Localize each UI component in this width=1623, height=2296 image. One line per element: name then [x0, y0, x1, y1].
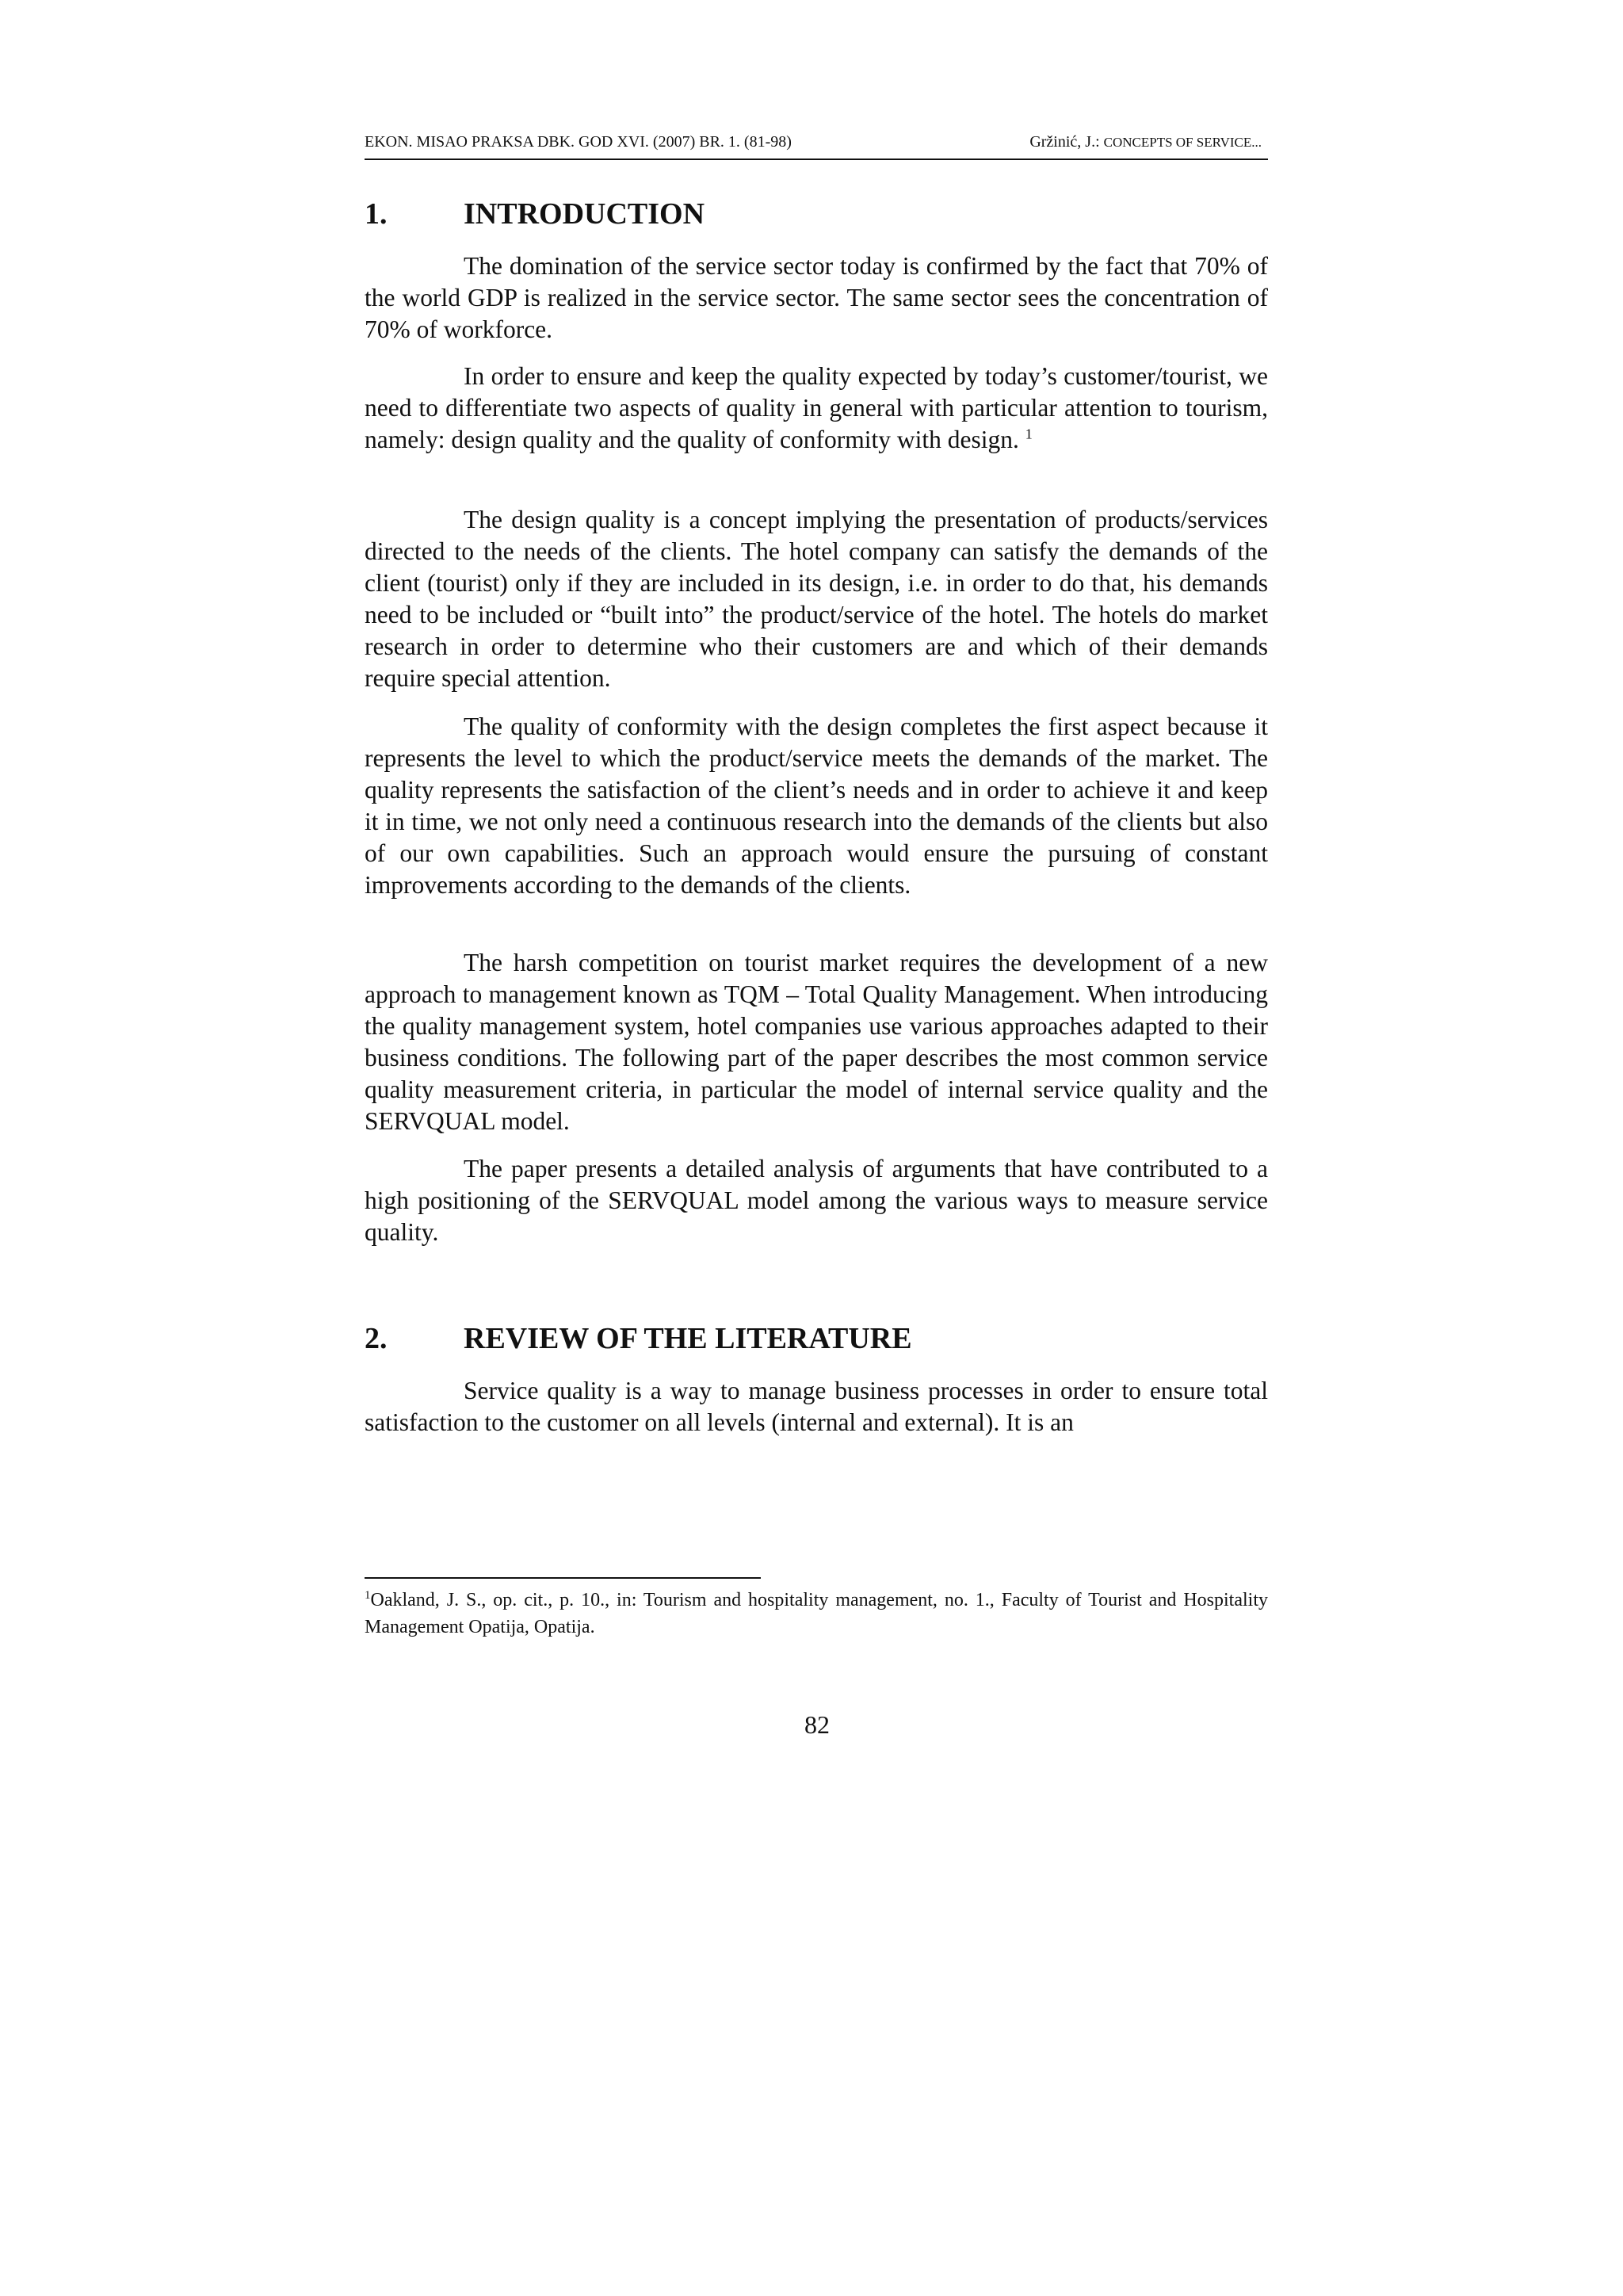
paragraph: The paper presents a detailed analysis of arguments that have contributed to a high positioning of the SERVQUAL model among the various ways to measure service quality.: [365, 1155, 1268, 1246]
page-number: 82: [804, 1710, 830, 1739]
section-title: REVIEW OF THE LITERATURE: [464, 1322, 912, 1355]
header-short-title: CONCEPTS OF SERVICE...: [1103, 135, 1262, 150]
journal-citation: EKON. MISAO PRAKSA DBK. GOD XVI. (2007) BR. 1. (81-98): [365, 133, 792, 151]
section-title: INTRODUCTION: [464, 197, 705, 231]
header-author: Gržinić, J.:: [1029, 133, 1104, 151]
paragraph-with-footnote: [365, 361, 1268, 456]
section-number: 2.: [365, 1322, 388, 1355]
paragraph: The quality of conformity with the design completes the first aspect because it represents the level to which the product/service meets the demands of the market. The quality represents the satisfaction of the client’s needs and in order to achieve it and keep it in time, we not only need a continuous research into the demands of the clients but also of our own capabilities. Such an approach would ensure the pursuing of constant improvements according to the demands of the clients.: [365, 712, 1268, 899]
paragraph: The design quality is a concept implying the presentation of products/services directed to the needs of the clients. The hotel company can satisfy the demands of the client (tourist) only if they are included in its design, i.e. in order to do that, his demands need to be included or “built into” the product/service of the hotel. The hotels do market research in order to determine who their customers are and which of their demands require special attention.: [365, 506, 1268, 692]
paragraph: The harsh competition on tourist market requires the development of a new approach to management known as TQM – Total Quality Management. When introducing the quality management system, hotel companies use various approaches adapted to their business conditions. The following part of the paper describes the most common service quality measurement criteria, in particular the model of internal service quality and the SERVQUAL model.: [365, 949, 1268, 1135]
paragraph: The domination of the service sector today is confirmed by the fact that 70% of the world GDP is realized in the service sector. The same sector sees the concentration of 70% of workforce.: [365, 252, 1268, 343]
footnote-reference: 1: [1025, 426, 1033, 442]
footnote-text: Oakland, J. S., op. cit., p. 10., in: Tourism and hospitality management, no. 1., Faculty of Tourist and Hospitality Management Opatija, Opatija.: [365, 1590, 1268, 1637]
paragraph: Service quality is a way to manage business processes in order to ensure total satisfaction to the customer on all levels (internal and external). It is an: [365, 1377, 1268, 1436]
author-short-title: [1029, 133, 1262, 151]
section-number: 1.: [365, 197, 388, 231]
running-header: [365, 133, 1268, 160]
footnote: [365, 1587, 1268, 1641]
footnote-marker: 1: [365, 1589, 371, 1602]
paragraph-text: In order to ensure and keep the quality expected by today’s customer/tourist, we need to differentiate two aspects of quality in general with particular attention to tourism, namely: design quality and the quality of conformity with design.: [365, 362, 1268, 453]
footnote-separator: [365, 1577, 761, 1579]
